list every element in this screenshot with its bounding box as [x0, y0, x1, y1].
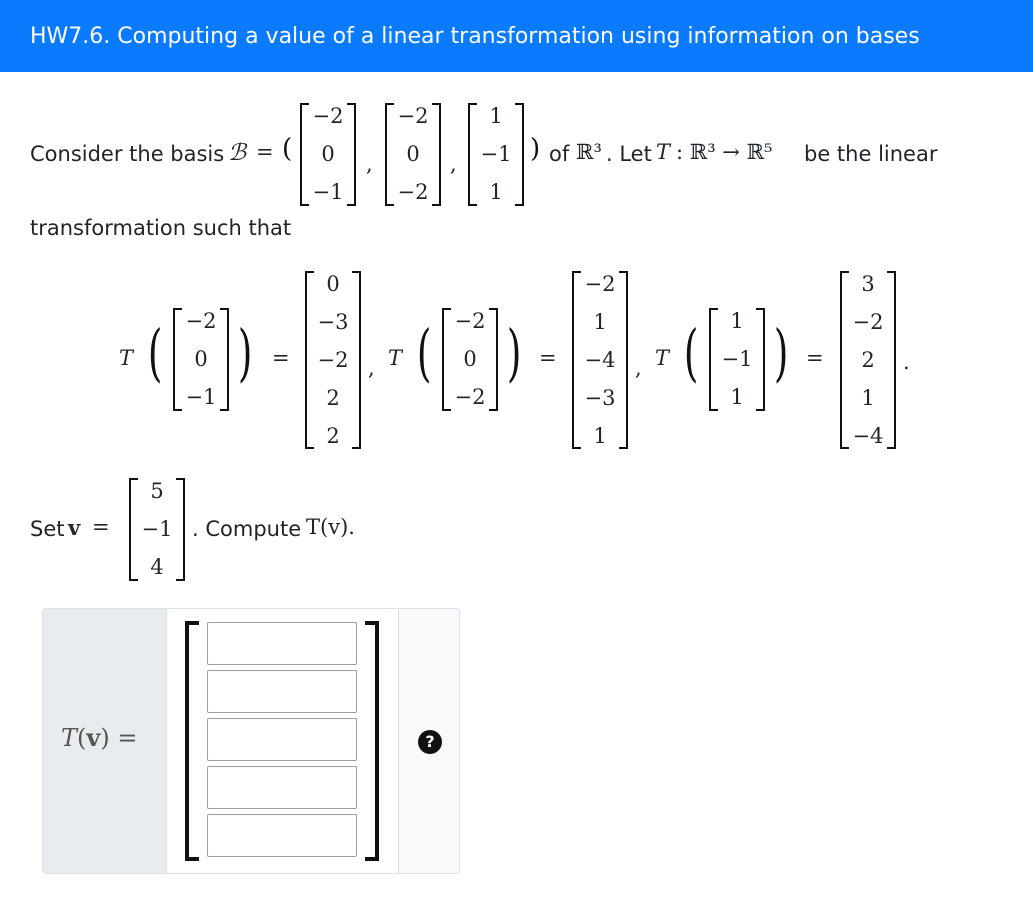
T-symbol: T	[119, 346, 134, 370]
matrix-entry: 1	[730, 385, 744, 409]
intro-text: Consider the basis	[30, 142, 225, 166]
comma: ,	[635, 356, 642, 380]
matrix-entry: −1	[312, 180, 344, 204]
matrix-entry: −2	[397, 104, 429, 128]
answer-input-2[interactable]	[207, 670, 357, 713]
basis-vector-3	[468, 103, 524, 206]
matrix-entry: 1	[489, 180, 503, 204]
help-icon[interactable]: ?	[418, 730, 442, 754]
matrix-entry: −3	[317, 310, 349, 334]
map-text: : ℝ³ → ℝ⁵	[676, 140, 773, 164]
close-paren: )	[773, 316, 789, 389]
open-paren: (	[416, 316, 432, 389]
matrix-entry: 0	[194, 347, 208, 371]
matrix-entry: 4	[150, 555, 164, 579]
basis-vector-2	[385, 103, 441, 206]
answer-label-v: v	[86, 723, 101, 752]
v-symbol: v	[68, 515, 81, 540]
matrix-entry: −1	[721, 347, 753, 371]
compute-expr: T(v).	[306, 515, 355, 539]
image-vector-1	[305, 271, 361, 449]
equals-sign: =	[92, 515, 110, 539]
comma: ,	[366, 152, 373, 176]
matrix-entry: −3	[584, 386, 616, 410]
basis-vector-3	[709, 308, 765, 411]
T-symbol: T	[655, 346, 670, 370]
matrix-entry: 1	[489, 104, 503, 128]
matrix-entry: 0	[463, 347, 477, 371]
r3-symbol: ℝ³	[576, 140, 602, 164]
matrix-entry: 0	[406, 142, 420, 166]
let-text: . Let	[606, 142, 652, 166]
period: .	[903, 350, 910, 374]
answer-label: T(v) =	[61, 723, 138, 752]
equals-sign: =	[256, 140, 274, 164]
answer-input-3[interactable]	[207, 718, 357, 761]
question-title: HW7.6. Computing a value of a linear transformation using information on bases	[30, 23, 920, 49]
equals-sign: =	[272, 346, 290, 370]
matrix-entry: −4	[852, 424, 884, 448]
matrix-entry: −2	[317, 348, 349, 372]
open-paren: (	[683, 316, 699, 389]
matrix-entry: 0	[321, 142, 335, 166]
matrix-entry: −1	[141, 517, 173, 541]
matrix-entry: 3	[861, 272, 875, 296]
answer-input-4[interactable]	[207, 766, 357, 809]
equals-sign: =	[539, 346, 557, 370]
matrix-entry: 1	[593, 310, 607, 334]
answer-input-1[interactable]	[207, 622, 357, 665]
be-linear-text: be the linear	[804, 142, 938, 166]
matrix-entry: −2	[397, 180, 429, 204]
matrix-entry: 2	[326, 424, 340, 448]
image-vector-3	[840, 271, 896, 449]
basis-vector-2	[442, 308, 498, 411]
set-text: Set	[30, 517, 65, 541]
matrix-entry: −1	[480, 142, 512, 166]
close-paren: )	[530, 134, 541, 164]
matrix-entry: 5	[150, 479, 164, 503]
v-vector	[129, 478, 185, 581]
matrix-entry: −2	[852, 310, 884, 334]
matrix-entry: −2	[454, 385, 486, 409]
matrix-entry: −2	[312, 104, 344, 128]
help-cell	[398, 609, 460, 873]
comma: ,	[450, 152, 457, 176]
matrix-entry: 1	[730, 309, 744, 333]
answer-label-cell	[43, 609, 167, 873]
of-text: of	[549, 142, 570, 166]
matrix-entry: 2	[326, 386, 340, 410]
T-symbol: T	[656, 140, 671, 164]
close-paren: )	[506, 316, 522, 389]
answer-panel	[42, 608, 460, 874]
basis-symbol: ℬ	[228, 140, 247, 166]
matrix-entry: −1	[185, 385, 217, 409]
page-header	[0, 0, 1033, 72]
close-paren: )	[237, 316, 253, 389]
matrix-entry: 1	[593, 424, 607, 448]
comma: ,	[368, 356, 375, 380]
matrix-entry: 1	[861, 386, 875, 410]
line2-text: transformation such that	[30, 216, 292, 240]
compute-text: . Compute	[192, 517, 302, 541]
equals-sign: =	[806, 346, 824, 370]
answer-input-5[interactable]	[207, 814, 357, 857]
right-bracket	[365, 621, 379, 861]
answer-label-T: T	[61, 724, 78, 752]
basis-vector-1	[173, 308, 229, 411]
open-paren: (	[282, 134, 293, 164]
open-paren: (	[147, 316, 163, 389]
left-bracket	[185, 621, 199, 861]
basis-vector-1	[300, 103, 356, 206]
matrix-entry: 0	[326, 272, 340, 296]
matrix-entry: 2	[861, 348, 875, 372]
image-vector-2	[572, 271, 628, 449]
matrix-entry: −4	[584, 348, 616, 372]
matrix-entry: −2	[185, 309, 217, 333]
matrix-entry: −2	[454, 309, 486, 333]
matrix-entry: −2	[584, 272, 616, 296]
T-symbol: T	[388, 346, 403, 370]
